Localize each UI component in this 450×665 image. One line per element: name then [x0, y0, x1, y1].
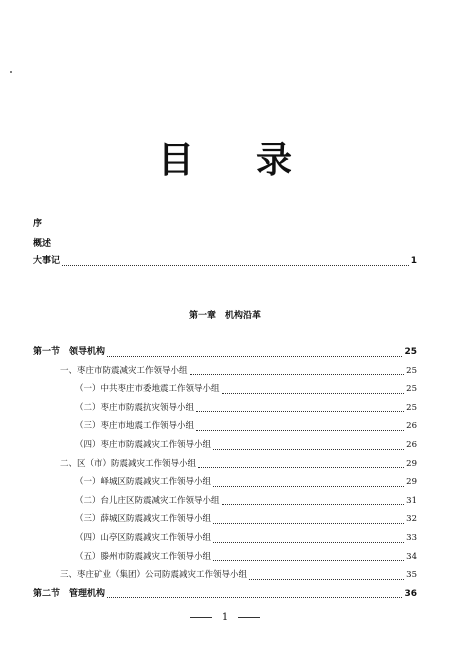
toc-entry	[75, 551, 417, 563]
toc-entry-label: （一）中共枣庄市委地震工作领导小组	[75, 384, 220, 395]
leader-dots	[198, 459, 404, 468]
toc-entry-page: 32	[406, 514, 417, 525]
leader-dots	[213, 441, 404, 450]
leader-dots	[196, 403, 404, 412]
page-title	[0, 132, 450, 183]
leader-dots	[213, 478, 404, 487]
leader-dots	[107, 348, 402, 357]
toc-entry	[75, 532, 417, 544]
toc-entry-page: 26	[406, 440, 417, 450]
toc-entry-label: 第一节 领导机构	[33, 347, 106, 357]
toc-entry-label: （二）枣庄市防震抗灾领导小组	[75, 402, 195, 413]
toc-entry	[33, 588, 417, 600]
toc-entry-page: 36	[404, 588, 417, 599]
toc-entry	[33, 346, 417, 358]
toc-entry-label: 三、枣庄矿业（集团）公司防震减灾工作领导小组	[60, 570, 248, 581]
toc-entry-label: （二）台儿庄区防震减灾工作领导小组	[75, 495, 220, 506]
page-footer	[0, 612, 450, 623]
toc-entry-label: （五）滕州市防震减灾工作领导小组	[75, 551, 212, 562]
toc-entry	[75, 383, 417, 395]
leader-dots	[190, 366, 405, 375]
footer-rule-left	[190, 617, 212, 618]
toc-entry-label: 二、区（市）防震减灾工作领导小组	[60, 458, 197, 469]
leader-dots	[213, 515, 404, 524]
toc-entry-page: 31	[406, 495, 417, 506]
chapter-heading: 第一章 机构沿革	[188, 311, 261, 321]
scan-speck	[10, 71, 12, 73]
leader-dots	[213, 552, 404, 561]
toc-entry-label: （三）薛城区防震减灾工作领导小组	[75, 514, 212, 525]
front-matter-overview: 概述	[33, 239, 52, 249]
toc-entry	[75, 476, 417, 488]
leader-dots	[222, 385, 405, 394]
leader-dots	[222, 496, 405, 505]
toc-entry	[60, 569, 417, 581]
toc-entry	[75, 495, 417, 507]
toc-entry-label: 第二节 管理机构	[33, 588, 106, 599]
front-matter-preface: 序	[33, 219, 43, 229]
toc-entry-label: 一、枣庄市防震减灾工作领导小组	[60, 365, 188, 376]
toc-entry-label: （一）峄城区防震减灾工作领导小组	[75, 477, 212, 488]
title-char-2: 录	[256, 140, 293, 181]
toc-entry-page: 34	[406, 551, 417, 562]
toc-entry-page: 25	[406, 402, 417, 413]
leader-dots	[249, 571, 404, 580]
toc-entry-label: （四）枣庄市防震减灾工作领导小组	[75, 440, 212, 450]
toc-entry-label: 大事记	[33, 256, 61, 266]
toc-entry	[60, 458, 417, 470]
toc-entry	[75, 402, 417, 414]
footer-rule-right	[238, 617, 260, 618]
toc-entry	[60, 365, 417, 377]
toc-entry-label: （三）枣庄市地震工作领导小组	[75, 421, 195, 432]
leader-dots	[196, 422, 404, 431]
toc-entry-label: （四）山亭区防震减灾工作领导小组	[75, 533, 212, 543]
footer-page-number: 1	[221, 612, 229, 623]
toc-entry-page: 26	[406, 421, 417, 432]
toc-entry	[75, 439, 417, 451]
toc-entry-page: 25	[406, 384, 417, 395]
leader-dots	[107, 589, 402, 598]
toc-entry-chronicle	[33, 255, 417, 267]
toc-entry-page: 35	[406, 570, 417, 581]
toc-entry-page: 29	[406, 477, 417, 488]
toc-entry-page: 29	[406, 458, 417, 469]
toc-entry-page: 33	[406, 533, 417, 543]
toc-entry-page: 1	[410, 256, 417, 266]
leader-dots	[62, 257, 409, 266]
toc-entry	[75, 420, 417, 432]
title-char-1: 目	[157, 140, 194, 181]
toc-entry	[75, 513, 417, 525]
toc-entry-page: 25	[404, 347, 417, 357]
toc-entry-page: 25	[406, 365, 417, 376]
leader-dots	[213, 534, 404, 543]
